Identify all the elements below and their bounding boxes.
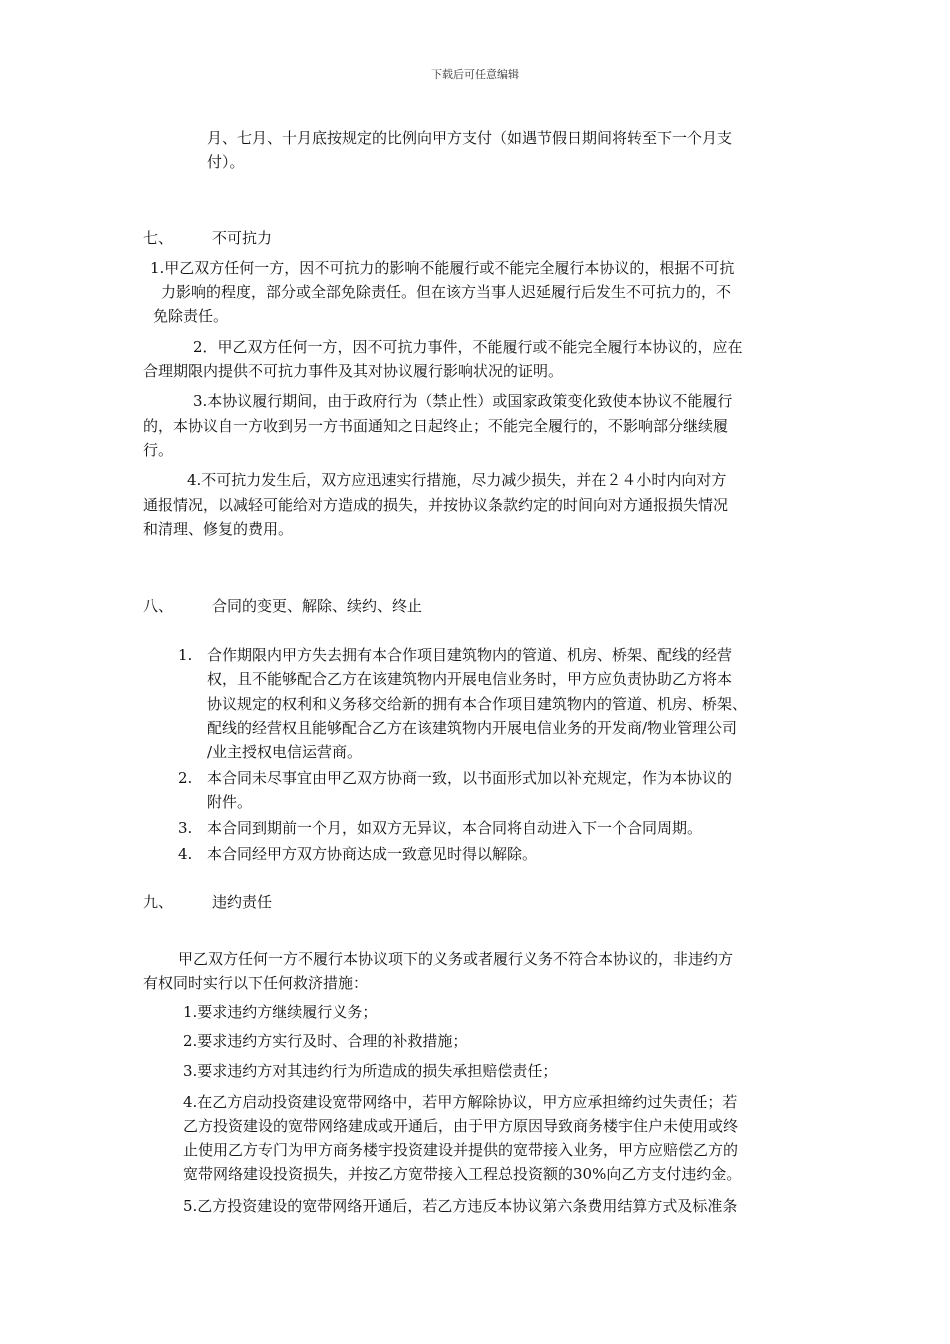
list-number: 1. [178, 646, 193, 664]
list-number: 3. [178, 819, 193, 837]
clause-line: 的，本协议自一方收到另一方书面通知之日起终止；不能完全履行的，不影响部分继续履 [143, 417, 729, 435]
clause-line: 4.在乙方启动投资建设宽带网络中，若甲方解除协议，甲方应承担缔约过失责任；若 [183, 1093, 738, 1111]
paragraph-line: 付）。 [207, 153, 245, 171]
clause-line: 3.本协议履行期间，由于政府行为（禁止性）或国家政策变化致使本协议不能履行 [193, 392, 733, 410]
list-item-line: 本合同未尽事宜由甲乙双方协商一致，以书面形式加以补充规定，作为本协议的 [207, 769, 733, 787]
clause-line: 4.不可抗力发生后，双方应迅速实行措施，尽力减少损失，并在２４小时内向对方 [187, 471, 727, 489]
paragraph-line: 有权同时实行以下任何救济措施： [143, 974, 369, 992]
list-item-line: 本合同到期前一个月，如双方无异议，本合同将自动进入下一个合同周期。 [207, 819, 703, 837]
clause-line: 宽带网络建设投资损失，并按乙方宽带接入工程总投资额的30%向乙方支付违约金。 [183, 1165, 742, 1183]
section-number: 八、 [143, 597, 174, 615]
list-item-line: 权，且不能够配合乙方在该建筑物内开展电信业务时，甲方应负责协助乙方将本 [207, 670, 733, 688]
clause-line: 和清理、修复的费用。 [143, 520, 294, 538]
list-number: 2. [178, 769, 193, 787]
clause-line: 2.要求违约方实行及时、合理的补救措施； [183, 1032, 468, 1050]
page-header: 下载后可任意编辑 [431, 68, 519, 81]
paragraph-line: 月、七月、十月底按规定的比例向甲方支付（如遇节假日期间将转至下一个月支 [207, 129, 733, 147]
clause-line: 5.乙方投资建设的宽带网络开通后，若乙方违反本协议第六条费用结算方式及标准条 [183, 1197, 738, 1215]
list-item-line: 附件。 [207, 793, 253, 811]
clause-line: 通报情况，以减轻可能给对方造成的损失，并按协议条款约定的时间向对方通报损失情况 [143, 496, 729, 514]
list-item-line: 协议规定的权利和义务移交给新的拥有本合作项目建筑物内的管道、机房、桥架、 [207, 695, 748, 713]
section-number: 九、 [143, 893, 174, 911]
clause-line: 乙方投资建设的宽带网络建成或开通后，由于甲方原因导致商务楼宇住户未使用或终 [183, 1117, 739, 1135]
paragraph-line: 甲乙双方任何一方不履行本协议项下的义务或者履行义务不符合本协议的，非违约方 [178, 950, 734, 968]
section-title: 不可抗力 [212, 229, 273, 247]
clause-line: 合理期限内提供不可抗力事件及其对协议履行影响状况的证明。 [143, 362, 564, 380]
clause-line: 止使用乙方专门为甲方商务楼宇投资建设并提供的宽带接入业务，甲方应赔偿乙方的 [183, 1141, 739, 1159]
clause-line: 1.甲乙双方任何一方，因不可抗力的影响不能履行或不能完全履行本协议的，根据不可抗 [150, 259, 735, 277]
list-item-line: /业主授权电信运营商。 [207, 743, 363, 761]
section-title: 合同的变更、解除、续约、终止 [212, 597, 423, 615]
clause-line: 1.要求违约方继续履行义务； [183, 1003, 378, 1021]
clause-line: 免除责任。 [153, 307, 229, 325]
clause-line: 2．甲乙双方任何一方，因不可抗力事件，不能履行或不能完全履行本协议的，应在 [193, 338, 743, 356]
clause-line: 力影响的程度，部分或全部免除责任。但在该方当事人迟延履行后发生不可抗力的，不 [161, 283, 732, 301]
section-title: 违约责任 [212, 893, 273, 911]
section-number: 七、 [143, 229, 174, 247]
list-item-line: 配线的经营权且能够配合乙方在该建筑物内开展电信业务的开发商/物业管理公司 [207, 719, 738, 737]
list-item-line: 本合同经甲方双方协商达成一致意见时得以解除。 [207, 845, 538, 863]
list-item-line: 合作期限内甲方失去拥有本合作项目建筑物内的管道、机房、桥架、配线的经营 [207, 646, 733, 664]
clause-line: 3.要求违约方对其违约行为所造成的损失承担赔偿责任； [183, 1062, 558, 1080]
clause-line: 行。 [143, 441, 174, 459]
list-number: 4. [178, 845, 193, 863]
